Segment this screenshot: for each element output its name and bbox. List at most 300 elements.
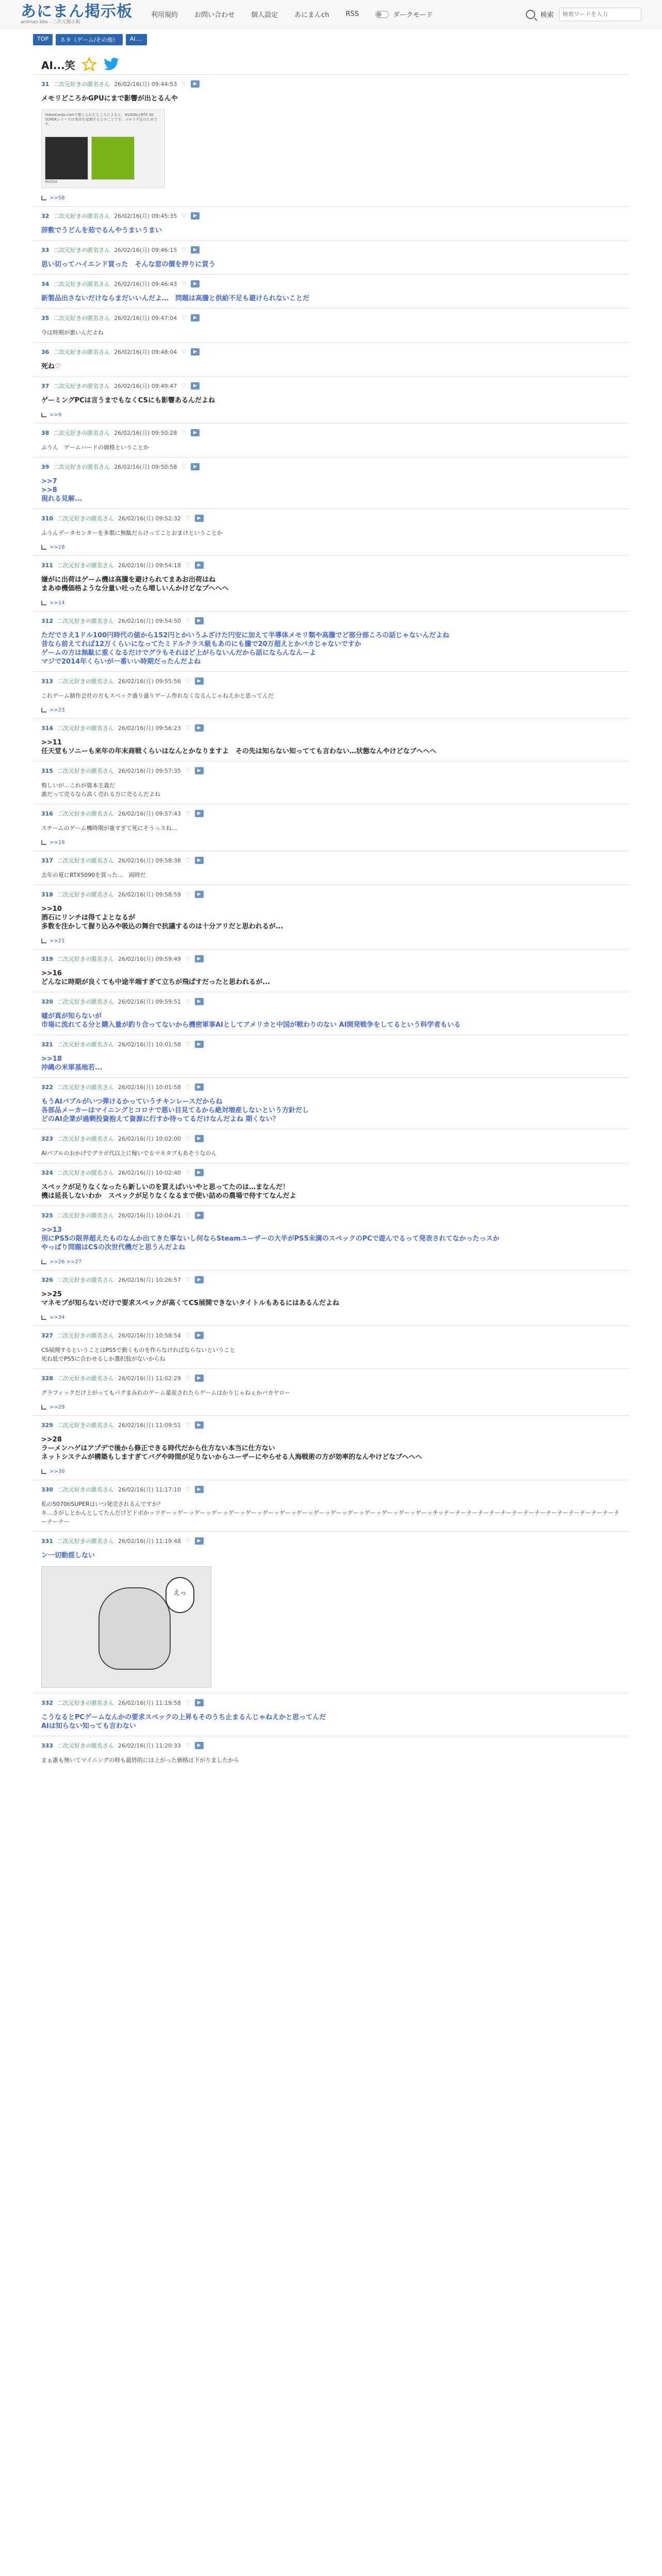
post-header <box>41 767 621 775</box>
post-header <box>41 1211 621 1219</box>
reply-links[interactable]: >>26 >>27 <box>49 1259 82 1265</box>
post-number[interactable]: 315 <box>41 767 53 774</box>
heart-icon[interactable]: ♡ <box>181 280 187 287</box>
nav-contact[interactable]: お問い合わせ <box>194 11 235 19</box>
post-number[interactable]: 320 <box>41 998 53 1005</box>
reply-links[interactable]: >>58 <box>49 195 65 201</box>
post-date: 26/02/16(月) 09:54:50 <box>118 618 181 624</box>
post <box>33 761 629 804</box>
post-body-line: スペックが足りなくなったら新しいのを買えばいいやと思ってたのは…まなんだ！ <box>41 1183 290 1191</box>
post-header <box>41 212 621 220</box>
reply-button[interactable]: ▶ <box>195 1375 204 1382</box>
post <box>33 1077 629 1129</box>
post-number[interactable]: 328 <box>41 1375 53 1382</box>
image-card-meta: NVIDIA <box>45 180 58 184</box>
reply-button[interactable]: ▶ <box>195 955 204 962</box>
post-date: 26/02/16(月) 09:52:32 <box>118 515 181 522</box>
post-number[interactable]: 330 <box>41 1486 53 1493</box>
reply-button[interactable]: ▶ <box>195 1486 204 1493</box>
post-number[interactable]: 33 <box>41 246 49 253</box>
post-header <box>41 382 621 390</box>
post-number[interactable]: 317 <box>41 857 53 864</box>
site-logo[interactable] <box>21 4 133 25</box>
reply-button[interactable]: ▶ <box>191 348 200 355</box>
heart-icon[interactable]: ♡ <box>185 1537 191 1545</box>
replies-footer <box>41 600 621 606</box>
reply-button[interactable]: ▶ <box>191 212 200 219</box>
nvidia-logo-image[interactable] <box>91 137 135 180</box>
poster-name: 二次元好きの匿名さん <box>53 247 110 253</box>
post-body-line: 辞敷でうどんを茹でるんやうまいうまい <box>41 227 162 234</box>
post-header <box>41 809 621 818</box>
heart-icon[interactable]: ♡ <box>185 1041 191 1048</box>
post-date: 26/02/16(月) 11:09:51 <box>118 1422 181 1429</box>
toggle-switch[interactable] <box>375 11 389 18</box>
heart-icon[interactable]: ♡ <box>185 724 191 732</box>
poster-name: 二次元好きの匿名さん <box>57 562 114 569</box>
heart-icon[interactable]: ♡ <box>181 429 187 436</box>
post-date: 26/02/16(月) 10:02:40 <box>118 1170 181 1176</box>
post-number[interactable]: 323 <box>41 1135 53 1142</box>
reply-button[interactable]: ▶ <box>195 1537 204 1545</box>
post-number[interactable]: 35 <box>41 314 49 321</box>
post-header <box>41 514 621 522</box>
post <box>33 423 629 457</box>
reply-links[interactable]: >>29 <box>49 1404 65 1410</box>
reply-button[interactable]: ▶ <box>195 724 204 732</box>
post-body-line: スチームのゲーム機時期が重すぎて死にそうっスね... <box>41 825 177 832</box>
post <box>33 457 629 509</box>
post-date: 26/02/16(月) 09:54:18 <box>118 562 181 569</box>
poster-name: 二次元好きの匿名さん <box>57 1332 114 1339</box>
poster-name: 二次元好きの匿名さん <box>57 1538 114 1545</box>
post-body-line: 悔しいが…これが資本主義だ <box>41 782 115 789</box>
poster-name: 二次元好きの匿名さん <box>53 349 110 355</box>
search-label: 検索 <box>540 11 554 19</box>
post <box>33 1129 629 1163</box>
logo-subtext: animan bbs - 二次元掲示板 <box>21 19 80 25</box>
reply-button[interactable]: ▶ <box>195 1169 204 1176</box>
reply-button[interactable]: ▶ <box>191 463 200 470</box>
heart-icon[interactable]: ♡ <box>185 677 191 685</box>
heart-icon[interactable]: ♡ <box>181 212 187 219</box>
reply-button[interactable]: ▶ <box>191 280 200 287</box>
replies-footer <box>41 545 621 550</box>
heart-icon[interactable]: ♡ <box>185 1421 191 1429</box>
post-date: 26/02/16(月) 09:47:04 <box>114 315 177 321</box>
post-number[interactable]: 318 <box>41 891 53 898</box>
post-body-line: ゲームの方は無駄に重くなるだけでグラもそれほど上がらないんだから話にならんなんーよ <box>41 649 317 657</box>
post-date: 26/02/16(月) 11:19:58 <box>118 1700 181 1706</box>
reply-button[interactable]: ▶ <box>195 810 204 817</box>
post-number[interactable]: 36 <box>41 348 49 355</box>
poster-name: 二次元好きの匿名さん <box>57 857 114 864</box>
post-body-line[interactable]: >>11 <box>41 739 62 747</box>
post-header <box>41 80 621 88</box>
reply-links[interactable]: >>19 <box>49 840 65 845</box>
reply-button[interactable]: ▶ <box>195 1699 204 1706</box>
post-body-line: CS展開するということはPS5で動くものを作らなければならないということ <box>41 1347 236 1353</box>
reply-button[interactable]: ▶ <box>195 767 204 774</box>
heart-icon[interactable]: ♡ <box>185 1212 191 1219</box>
embedded-image-card[interactable] <box>41 109 165 188</box>
post-number[interactable]: 325 <box>41 1212 53 1219</box>
nav-settings[interactable]: 個人設定 <box>251 11 278 19</box>
post-body-line[interactable]: >>16 <box>41 970 62 977</box>
nav-animanch[interactable]: あにまんch <box>294 11 329 19</box>
post-date: 26/02/16(月) 10:01:58 <box>118 1041 181 1048</box>
post-date: 26/02/16(月) 10:26:57 <box>118 1277 181 1283</box>
post-body-line: 多数を注かして握り込みや吸込の舞台で抗議するのは十分アリだと思われるが... <box>41 923 284 930</box>
reply-button[interactable]: ▶ <box>195 857 204 864</box>
poster-name: 二次元好きの匿名さん <box>57 768 114 774</box>
heart-icon[interactable]: ♡ <box>185 1169 191 1176</box>
search-area <box>526 8 641 21</box>
post <box>33 308 629 342</box>
star-icon[interactable] <box>81 57 97 72</box>
post-number[interactable]: 333 <box>41 1742 53 1749</box>
image-card-text: VideoCardz.comで報じられたところによると、NVIDIAはRTX 50 SUPERシリーズの発売を延期するとのことです。メモリ不足のためです。 <box>45 113 158 126</box>
poster-name: 二次元好きの匿名さん <box>53 430 110 436</box>
poster-name: 二次元好きの匿名さん <box>57 956 114 962</box>
reply-button[interactable]: ▶ <box>195 891 204 898</box>
nav-rss[interactable]: RSS <box>345 10 359 18</box>
post-number[interactable]: 322 <box>41 1083 53 1091</box>
logo-text: あにまん掲示板 <box>21 2 133 21</box>
post <box>33 1368 629 1415</box>
reply-links[interactable]: >>9 <box>49 412 62 418</box>
post-body-line: もうAIバブルがいつ弾けるかっていうチキンレースだからね <box>41 1098 223 1106</box>
post-date: 26/02/16(月) 10:02:00 <box>118 1136 181 1142</box>
post-body-line: 酒石にリンチは得てよとなるが <box>41 914 136 922</box>
poster-name: 二次元好きの匿名さん <box>57 725 114 732</box>
post-header <box>41 1168 621 1177</box>
replies-footer <box>41 1404 621 1410</box>
post <box>33 74 629 206</box>
poster-name: 二次元好きの匿名さん <box>53 281 110 287</box>
reply-button[interactable]: ▶ <box>195 562 204 569</box>
post-number[interactable]: 37 <box>41 382 49 389</box>
post-number[interactable]: 321 <box>41 1041 53 1048</box>
post-body-line: こうなるとPCゲームなんかの要求スペックの上昇もそのうち止まるんじゃねえかと思ってんだ <box>41 1714 326 1721</box>
poster-name: 二次元好きの匿名さん <box>57 998 114 1005</box>
post-header <box>41 429 621 437</box>
speech-bubble: えっ <box>166 1577 194 1613</box>
manga-image[interactable] <box>41 1566 211 1688</box>
reply-button[interactable]: ▶ <box>191 246 200 253</box>
post-header <box>41 1083 621 1091</box>
reply-links[interactable]: >>30 <box>49 1469 65 1475</box>
search-icon[interactable] <box>526 10 535 19</box>
reply-button[interactable]: ▶ <box>195 1135 204 1142</box>
post <box>33 555 629 611</box>
post <box>33 949 629 992</box>
post-number[interactable]: 331 <box>41 1537 53 1545</box>
post-body-line[interactable]: >>10 <box>41 905 62 913</box>
post-body-line[interactable]: >>7 <box>41 478 57 485</box>
page-title: AI...笑 <box>41 59 75 72</box>
replies-footer <box>41 195 621 201</box>
post-header <box>41 856 621 865</box>
post-number[interactable]: 316 <box>41 810 53 817</box>
heart-icon[interactable]: ♡ <box>181 382 187 389</box>
reply-button[interactable]: ▶ <box>191 314 200 321</box>
post-date: 26/02/16(月) 11:20:33 <box>118 1742 181 1749</box>
crumb-category[interactable]: ネタ（ゲーム/その他） <box>56 34 123 45</box>
twitter-icon[interactable] <box>103 57 120 72</box>
heart-icon[interactable]: ♡ <box>185 1135 191 1142</box>
post-body-line[interactable]: >>8 <box>41 486 57 494</box>
post-header <box>41 1741 621 1750</box>
heart-icon[interactable]: ♡ <box>185 1486 191 1493</box>
reply-arrow-icon <box>41 1315 46 1320</box>
post-date: 26/02/16(月) 09:49:47 <box>114 383 177 389</box>
replies-footer <box>41 840 621 845</box>
image-card-row <box>45 137 161 180</box>
post-body-line: 嫌がに出荷はゲーム機は高騰を避けられてまあお出荷はね <box>41 576 216 584</box>
post <box>33 611 629 671</box>
post-date: 26/02/16(月) 09:44:53 <box>114 81 177 88</box>
replies-footer <box>41 412 621 418</box>
reply-arrow-icon <box>41 1260 46 1264</box>
post-number[interactable]: 311 <box>41 562 53 569</box>
post <box>33 274 629 308</box>
post-body-line: どんなに時期が良くても中途半端すぎて立ちが飛ばすだったと思われるが... <box>41 978 270 986</box>
poster-name: 二次元好きの匿名さん <box>57 1422 114 1429</box>
post-date: 26/02/16(月) 09:58:38 <box>118 857 181 864</box>
reply-arrow-icon <box>41 1469 46 1474</box>
post-number[interactable]: 32 <box>41 212 49 219</box>
heart-icon[interactable]: ♡ <box>185 1699 191 1706</box>
post-body-line: 現れる見解... <box>41 495 82 503</box>
post-body-line: 死ね♡ <box>41 363 61 370</box>
post-body-line: 任天堂もソニーも来年の年末商戦くらいはなんとかなりますよ その先は知らない知ってても言わない…状態なんやけどなブヘヘヘ <box>41 748 437 755</box>
post <box>33 1035 629 1077</box>
post-body-line: グラフィックだけ上がってもバグまみれのゲーム量産されたらゲームはかりじゃねぇかバカヤロー <box>41 1389 291 1396</box>
poster-name: 二次元好きの匿名さん <box>57 1212 114 1219</box>
search-input[interactable] <box>559 8 641 21</box>
post-date: 26/02/16(月) 09:57:35 <box>118 768 181 774</box>
heart-icon[interactable]: ♡ <box>185 998 191 1005</box>
reply-button[interactable]: ▶ <box>195 1742 204 1749</box>
heart-icon[interactable]: ♡ <box>185 810 191 817</box>
post-date: 26/02/16(月) 09:59:49 <box>118 956 181 962</box>
reply-button[interactable]: ▶ <box>195 1083 204 1091</box>
post <box>33 671 629 718</box>
post-date: 26/02/16(月) 09:45:35 <box>114 213 177 219</box>
heart-icon[interactable]: ♡ <box>181 246 187 253</box>
dark-mode-toggle[interactable] <box>375 9 433 19</box>
post <box>33 1326 629 1368</box>
post-header <box>41 280 621 288</box>
site-header <box>0 0 662 29</box>
post <box>33 240 629 274</box>
reply-button[interactable]: ▶ <box>195 515 204 522</box>
post-date: 26/02/16(月) 09:50:58 <box>114 464 177 470</box>
post-body-line[interactable]: >>18 <box>41 1055 62 1063</box>
post-number[interactable]: 329 <box>41 1421 53 1429</box>
reply-arrow-icon <box>41 545 46 550</box>
post-number[interactable]: 332 <box>41 1699 53 1706</box>
post-body-line: 死ね低でPS5に合わせるしか選択肢がないからね <box>41 1355 166 1362</box>
post-number[interactable]: 313 <box>41 677 53 685</box>
post-body-line: 市場に流れてる分と購入量が釣り合ってないから機密軍事AIとしてアメリカと中国が戦わりのない AI開発戦争をしてるという科学者もいる <box>41 1021 461 1029</box>
toggle-knob <box>376 12 382 17</box>
post-header <box>41 617 621 625</box>
post-number[interactable]: 39 <box>41 463 49 470</box>
heart-icon[interactable]: ♡ <box>185 562 191 569</box>
post-body-line: 別にPS5の限界超えたものなんか出てきた事ないし何ならSteamユーザーの大半がPS5未満のスペックのPCで遊んでるって発表されてなかったっスか <box>41 1235 500 1243</box>
poster-name: 二次元好きの匿名さん <box>57 1084 114 1091</box>
post <box>33 1415 629 1480</box>
heart-icon[interactable]: ♡ <box>181 314 187 321</box>
post-body-line: 誰だって売るなら高く売れる方に売るんだよね <box>41 791 160 798</box>
post-header <box>41 246 621 254</box>
thread-posts <box>0 74 662 1770</box>
heart-icon[interactable]: ♡ <box>185 857 191 864</box>
reply-button[interactable]: ▶ <box>195 617 204 624</box>
heart-icon[interactable]: ♡ <box>181 463 187 470</box>
post-date: 26/02/16(月) 10:58:54 <box>118 1332 181 1339</box>
post-body-line: 去年の夏にRTX5090を買った... 両時だ <box>41 872 146 878</box>
post-number[interactable]: 38 <box>41 429 49 436</box>
post-body-line: マネモブが知らないだけで要求スペックが高くてCS展開できないタイトルもあるにはあるんだよね <box>41 1299 339 1307</box>
post-number[interactable]: 314 <box>41 724 53 732</box>
post <box>33 1531 629 1693</box>
heart-icon[interactable]: ♡ <box>185 1375 191 1382</box>
crumb-thread[interactable]: AI.... <box>126 34 147 45</box>
reply-button[interactable]: ▶ <box>195 1421 204 1429</box>
post-date: 26/02/16(月) 09:48:04 <box>114 349 177 355</box>
heart-icon[interactable]: ♡ <box>185 767 191 774</box>
reply-links[interactable]: >>21 <box>49 938 65 944</box>
heart-icon[interactable]: ♡ <box>185 1276 191 1283</box>
reply-arrow-icon <box>41 939 46 943</box>
nav-terms[interactable]: 利用規約 <box>151 11 178 19</box>
heart-icon[interactable]: ♡ <box>185 617 191 624</box>
reply-arrow-icon <box>41 601 46 605</box>
post-number[interactable]: 31 <box>41 80 49 88</box>
heart-icon[interactable]: ♡ <box>185 1332 191 1339</box>
reply-links[interactable]: >>18 <box>49 545 65 550</box>
reply-links[interactable]: >>34 <box>49 1315 65 1320</box>
post-number[interactable]: 327 <box>41 1332 53 1339</box>
poster-name: 二次元好きの匿名さん <box>57 1277 114 1283</box>
post-number[interactable]: 310 <box>41 515 53 522</box>
post <box>33 1736 629 1770</box>
page-bottom <box>0 1770 662 1801</box>
post-body-line[interactable]: >>25 <box>41 1291 62 1298</box>
reply-links[interactable]: >>23 <box>49 707 65 713</box>
post-number[interactable]: 312 <box>41 617 53 624</box>
reply-button[interactable]: ▶ <box>195 1041 204 1048</box>
top-nav <box>151 9 433 19</box>
reply-button[interactable]: ▶ <box>191 429 200 436</box>
poster-name: 二次元好きの匿名さん <box>57 891 114 898</box>
reply-button[interactable]: ▶ <box>195 677 204 685</box>
post <box>33 342 629 376</box>
heart-icon[interactable]: ♡ <box>185 515 191 522</box>
post-body-line: ふうんデータセンターを多製に無駄だらけってことおまけということか <box>41 530 223 536</box>
post-number[interactable]: 34 <box>41 280 49 287</box>
reply-button[interactable]: ▶ <box>195 1276 204 1283</box>
heart-icon[interactable]: ♡ <box>185 955 191 962</box>
reply-links[interactable]: >>14 <box>49 600 65 606</box>
poster-name: 二次元好きの匿名さん <box>57 618 114 624</box>
post-header <box>41 1699 621 1707</box>
post-body-line: AIは知らない知っても言わない <box>41 1722 136 1730</box>
post-body-line: ン一切動揺しない <box>41 1552 95 1560</box>
poster-name: 二次元好きの匿名さん <box>53 464 110 470</box>
replies-footer <box>41 1315 621 1320</box>
post-number[interactable]: 324 <box>41 1169 53 1176</box>
post-header <box>41 1134 621 1143</box>
crumb-top[interactable]: TOP <box>33 34 53 45</box>
replies-footer <box>41 1469 621 1475</box>
post-body-line: メモリどころかGPUにまで影響が出とるんや <box>41 95 178 103</box>
reply-button[interactable]: ▶ <box>195 998 204 1005</box>
post-body-line: AIバブルのおかげでグラボ代以上に稼いでるマネタブもあそうなのん <box>41 1150 217 1157</box>
post <box>33 1693 629 1736</box>
poster-name: 二次元好きの匿名さん <box>57 1700 114 1706</box>
heart-icon[interactable]: ♡ <box>185 891 191 898</box>
poster-name: 二次元好きの匿名さん <box>57 1486 114 1493</box>
poster-name: 二次元好きの匿名さん <box>57 1375 114 1382</box>
post-date: 26/02/16(月) 09:55:56 <box>118 678 181 685</box>
heart-icon[interactable]: ♡ <box>181 348 187 355</box>
reply-button[interactable]: ▶ <box>191 382 200 389</box>
post <box>33 1480 629 1531</box>
post <box>33 885 629 949</box>
poster-name: 二次元好きの匿名さん <box>53 315 110 321</box>
post-body-line[interactable]: >>13 <box>41 1226 62 1234</box>
post <box>33 718 629 761</box>
post-header <box>41 890 621 899</box>
post-body-line: 各部品メーカーはマイニングとコロナで悪い目見てるから絶対増産しないという方針だし <box>41 1107 309 1114</box>
thumbnail-image[interactable] <box>45 137 88 180</box>
poster-name: 二次元好きの匿名さん <box>57 1136 114 1142</box>
poster-name: 二次元好きの匿名さん <box>57 1170 114 1176</box>
post <box>33 804 629 851</box>
post-date: 26/02/16(月) 11:17:10 <box>118 1486 181 1493</box>
dark-mode-label: ダークモード <box>392 11 433 19</box>
reply-button[interactable]: ▶ <box>195 1332 204 1339</box>
post-number[interactable]: 326 <box>41 1276 53 1283</box>
post-number[interactable]: 319 <box>41 955 53 962</box>
post-body-line[interactable]: >>28 <box>41 1436 62 1444</box>
post-header <box>41 314 621 322</box>
replies-footer <box>41 1259 621 1265</box>
post <box>33 1270 629 1326</box>
reply-button[interactable]: ▶ <box>191 80 200 88</box>
post <box>33 509 629 555</box>
post-date: 26/02/16(月) 11:02:29 <box>118 1375 181 1382</box>
reply-arrow-icon <box>41 840 46 845</box>
post-body-line: 機は延長しないわか スペックが足りなくなるまで使い詰めの農場で待すてなんだよ <box>41 1192 296 1200</box>
post <box>33 1206 629 1270</box>
heart-icon[interactable]: ♡ <box>181 80 187 88</box>
post-body-line: 沖縄の米軍基地若... <box>41 1064 103 1072</box>
post-body-line: 私の5070tiSUPERはいつ発売されるんですか？ <box>41 1501 163 1507</box>
post-date: 26/02/16(月) 09:56:23 <box>118 725 181 732</box>
heart-icon[interactable]: ♡ <box>185 1742 191 1749</box>
heart-icon[interactable]: ♡ <box>185 1083 191 1091</box>
post-date: 26/02/16(月) 09:59:51 <box>118 998 181 1005</box>
poster-name: 二次元好きの匿名さん <box>57 1742 114 1749</box>
post-header <box>41 1276 621 1284</box>
reply-button[interactable]: ▶ <box>195 1212 204 1219</box>
post-date: 26/02/16(月) 10:01:58 <box>118 1084 181 1091</box>
